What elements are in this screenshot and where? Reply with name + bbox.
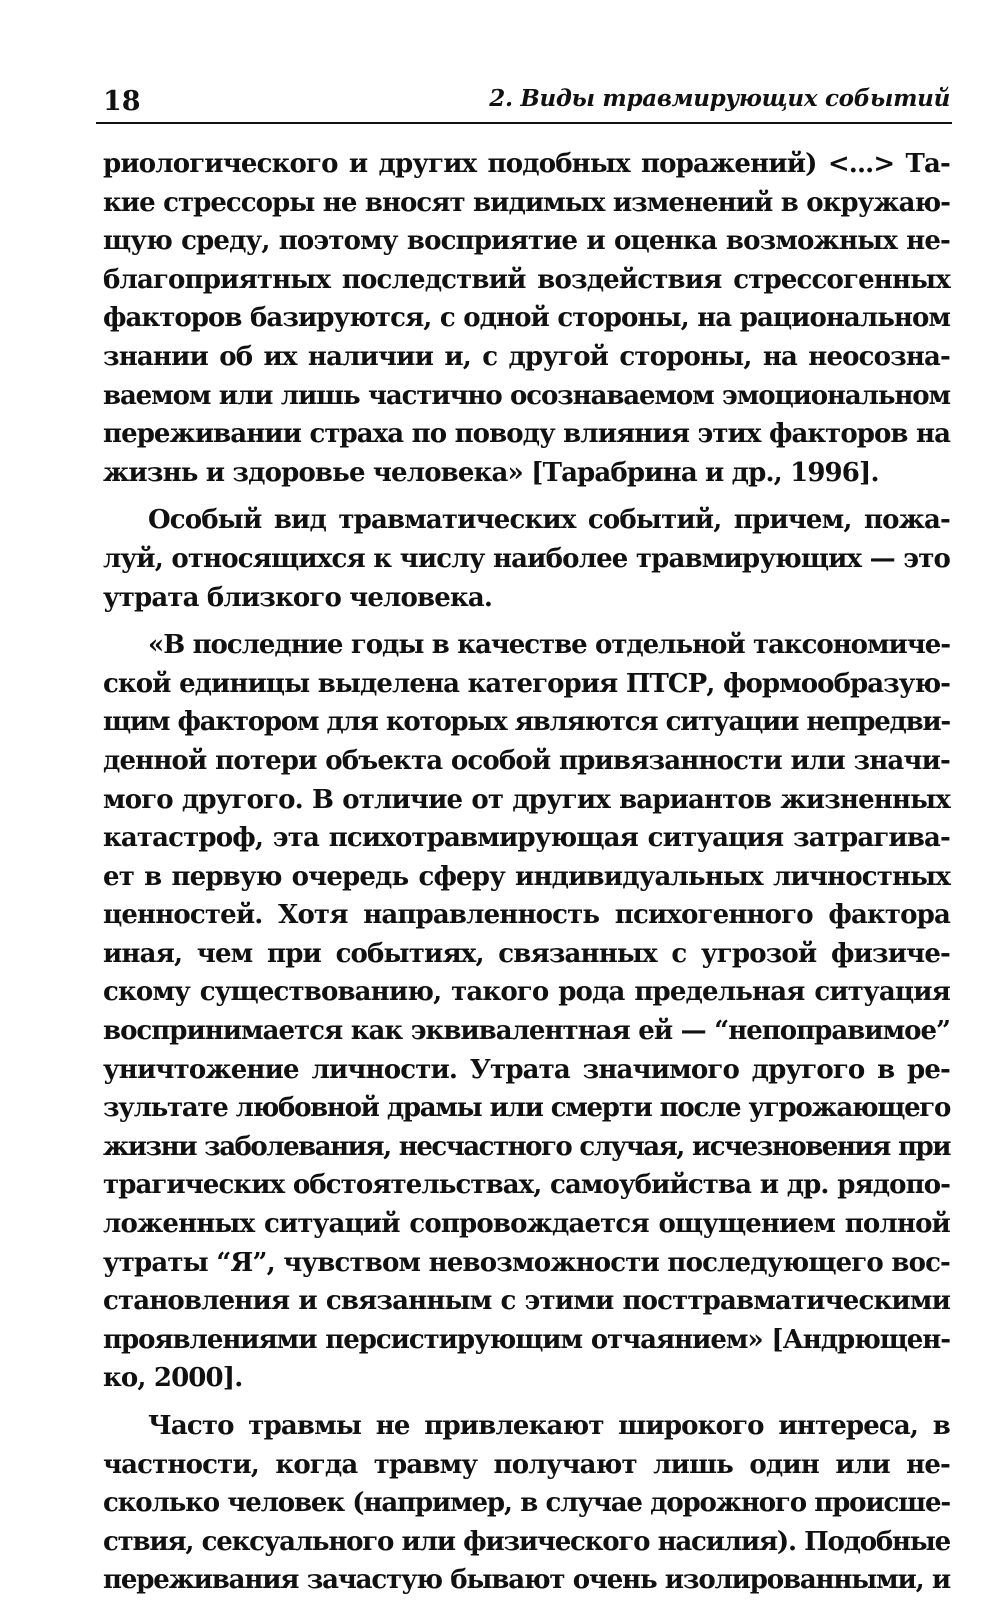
text-line: зультате любовной драмы или смерти после угрожающего <box>103 1093 950 1124</box>
text-line: ской единицы выделена категория ПТСР, формообразую- <box>103 668 950 699</box>
text-line: частности, когда травму получают лишь один или не- <box>103 1449 950 1480</box>
text-line: риологического и других подобных поражений) <...> Та- <box>103 149 950 179</box>
text-line: ваемом или лишь частично осознаваемом эмоциональном <box>103 380 950 411</box>
text-line: утраты “Я”, чувством невозможности последующего вос- <box>103 1247 950 1278</box>
paragraph-gap <box>103 492 950 501</box>
text-line: жизнь и здоровье человека» [Тарабрина и др., 1996]. <box>103 457 879 488</box>
text-line: проявлениями персистирующим отчаянием» [Андрющен- <box>103 1324 950 1355</box>
text-line: ет в первую очередь сферу индивидуальных личностных <box>103 861 950 892</box>
paragraph-2 <box>103 501 950 617</box>
text-line: переживания зачастую бывают очень изолированными, и <box>103 1565 950 1596</box>
text-line: становления и связанным с этими посттравматическими <box>103 1286 950 1317</box>
text-line: скому существованию, такого рода предельная ситуация <box>103 977 950 1008</box>
text-line: щую среду, поэтому восприятие и оценка возможных не- <box>103 226 950 257</box>
paragraph-gap <box>103 617 950 626</box>
text-line: утрата близкого человека. <box>103 582 493 613</box>
text-line: сколько человек (например, в случае дорожного происше- <box>103 1488 950 1519</box>
text-line: знании об их наличии и, с другой стороны, на неосозна- <box>103 341 950 372</box>
paragraph-4 <box>103 1407 950 1600</box>
text-line: воспринимается как эквивалентная ей — “непоправимое” <box>103 1016 950 1047</box>
text-line: «В последние годы в качестве отдельной таксономиче- <box>148 630 950 661</box>
paragraph-1 <box>103 145 950 492</box>
text-line: благоприятных последствий воздействия стрессогенных <box>103 264 950 295</box>
text-line: ствия, сексуального или физического насилия). Подобные <box>103 1526 950 1557</box>
text-line: луй, относящихся к числу наиболее травмирующих — это <box>103 543 950 574</box>
text-line: мого другого. В отличие от других вариантов жизненных <box>103 784 950 815</box>
text-line: Часто травмы не привлекают широкого интереса, в <box>148 1411 950 1441</box>
text-line: переживании страха по поводу влияния этих факторов на <box>103 419 950 450</box>
text-line: иная, чем при событиях, связанных с угрозой физиче- <box>103 938 950 969</box>
running-head <box>103 78 950 122</box>
text-line: жизни заболевания, несчастного случая, исчезновения при <box>103 1131 950 1162</box>
page-number: 18 <box>103 86 141 117</box>
text-line: Особый вид травматических событий, причем, пожа- <box>148 505 950 536</box>
text-line: факторов базируются, с одной стороны, на рациональном <box>103 303 950 334</box>
header-rule <box>96 122 952 124</box>
paragraph-gap <box>103 1398 950 1407</box>
text-line: уничтожение личности. Утрата значимого другого в ре- <box>103 1054 950 1085</box>
text-line: кие стрессоры не вносят видимых изменений в окружаю- <box>103 187 950 218</box>
text-line: щим фактором для которых являются ситуации непредви- <box>103 707 950 738</box>
text-line: ценностей. Хотя направленность психогенного фактора <box>103 900 950 931</box>
text-line: трагических обстоятельствах, самоубийства и др. рядопо- <box>103 1170 950 1201</box>
paragraph-3 <box>103 626 950 1398</box>
text-line: денной потери объекта особой привязанности или значи- <box>103 745 950 776</box>
text-line: катастроф, эта психотравмирующая ситуация затрагива- <box>103 823 950 854</box>
text-line: ложенных ситуаций сопровождается ощущением полной <box>103 1209 950 1240</box>
text-line: ко, 2000]. <box>103 1363 243 1394</box>
body-text <box>103 145 950 1600</box>
chapter-title: 2. Виды травмирующих событий <box>489 85 950 112</box>
